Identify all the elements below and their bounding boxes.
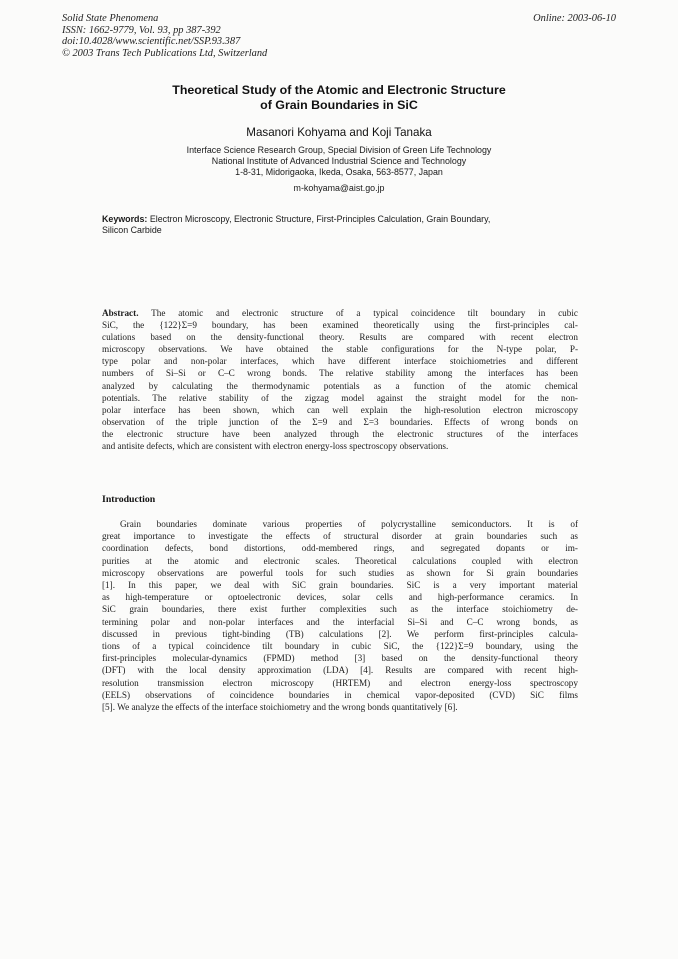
intro-line: resolution transmission electron microscopy (HRTEM) and electron energy-loss spectroscopy bbox=[102, 677, 578, 688]
intro-line: coordination defects, bond distortions, odd-membered rings, and segregated dopants or im- bbox=[102, 543, 578, 554]
intro-line: tions of a typical coincidence tilt boundary in cubic SiC, the {122}Σ=9 boundary, using the bbox=[102, 641, 578, 652]
intro-line: great importance to investigate the effects of structural disorder at grain boundaries such as bbox=[102, 531, 578, 542]
copyright-line: © 2003 Trans Tech Publications Ltd, Switzerland bbox=[62, 47, 268, 59]
abstract-line: potentials. The relative stability of the zigzag model against the straight model for the non- bbox=[102, 392, 578, 403]
title-line: Theoretical Study of the Atomic and Electronic Structure bbox=[172, 83, 506, 97]
intro-line: [1]. In this paper, we deal with SiC grain boundaries. SiC is a very important material bbox=[102, 580, 578, 591]
journal-name: Solid State Phenomena bbox=[62, 13, 159, 24]
section-heading-introduction: Introduction bbox=[102, 494, 156, 505]
keywords bbox=[102, 214, 578, 237]
paper-title bbox=[100, 83, 578, 112]
intro-line: discussed in previous tight-binding (TB) calculations [2]. We perform first-principles calcula- bbox=[102, 628, 578, 639]
title-line: of Grain Boundaries in SiC bbox=[260, 97, 418, 112]
intro-line: purities at the atomic and electronic scales. Theoretical calculations coupled with electron bbox=[102, 555, 578, 566]
journal-header bbox=[62, 13, 442, 59]
doi-line: doi:10.4028/www.scientific.net/SSP.93.387 bbox=[62, 36, 241, 48]
intro-line: (DFT) with the local density approximation (LDA) [4]. Results are compared with recent high- bbox=[102, 665, 578, 676]
introduction-body bbox=[102, 518, 578, 713]
abstract-line: analyzed by calculating the thermodynamic potentials as a function of the atomic chemical bbox=[102, 380, 578, 391]
abstract-line: SiC, the {122}Σ=9 boundary, has been examined theoretically using the first-principles cal- bbox=[102, 320, 578, 331]
issn-line: ISSN: 1662-9779, Vol. 93, pp 387-392 bbox=[62, 24, 221, 36]
abstract-line: observation of the triple junction of the Σ=9 and Σ=3 boundaries. Effects of wrong bonds on bbox=[102, 416, 578, 427]
authors: Masanori Kohyama and Koji Tanaka bbox=[246, 126, 432, 139]
keywords-text: Electron Microscopy, Electronic Structure, First-Principles Calculation, Grain Boundary, bbox=[149, 214, 491, 224]
intro-line: microscopy observations are powerful tools for such studies as shown for Si grain boundaries bbox=[102, 567, 578, 578]
intro-line: termining polar and non-polar interfaces and the interfacial Si–Si and C–C wrong bonds, as bbox=[102, 616, 578, 627]
abstract-line: type polar and non-polar interfaces, which have different interface stoichiometries and different bbox=[102, 356, 578, 367]
intro-line: first-principles molecular-dynamics (FPMD) method [3] based on the density-functional theory bbox=[102, 653, 578, 664]
affiliation-line: 1-8-31, Midorigaoka, Ikeda, Osaka, 563-8577, Japan bbox=[235, 167, 443, 178]
abstract-line: polar interface has been shown, which can well explain the high-resolution electron microscopy bbox=[102, 404, 578, 415]
affiliation bbox=[100, 145, 578, 194]
abstract-line: microscopy observations. We have obtained the stable configurations for the N-type polar, P- bbox=[102, 344, 578, 355]
email: m-kohyama@aist.go.jp bbox=[293, 182, 385, 193]
abstract bbox=[102, 307, 578, 452]
affiliation-line: Interface Science Research Group, Special Division of Green Life Technology bbox=[186, 145, 492, 155]
online-date: Online: 2003-06-10 bbox=[533, 13, 616, 24]
abstract-line bbox=[102, 307, 578, 319]
abstract-line: the electronic structure have been analyzed through the electronic structures of the interfaces bbox=[102, 428, 578, 439]
abstract-line: culations based on the density-functional theory. Results are compared with recent electron bbox=[102, 332, 578, 343]
abstract-label: Abstract. bbox=[102, 308, 139, 318]
keywords-label: Keywords: bbox=[102, 214, 148, 224]
affiliation-line: National Institute of Advanced Industrial Science and Technology bbox=[211, 156, 467, 167]
intro-line: SiC grain boundaries, there exist further complexities such as the interface stoichiometry de- bbox=[102, 604, 578, 615]
abstract-text: The atomic and electronic structure of a typical coincidence tilt boundary in cubic bbox=[151, 308, 578, 318]
intro-line: Grain boundaries dominate various properties of polycrystalline semiconductors. It is of bbox=[120, 519, 578, 529]
intro-line: [5]. We analyze the effects of the interface stoichiometry and the wrong bonds quantitatively [6]. bbox=[102, 702, 458, 713]
keywords-text: Silicon Carbide bbox=[102, 225, 162, 236]
intro-line: as high-temperature or optoelectronic devices, solar cells and high-performance ceramics. In bbox=[102, 592, 578, 603]
abstract-line: and antisite defects, which are consistent with electron energy-loss spectroscopy observations. bbox=[102, 441, 449, 452]
abstract-line: numbers of Si–Si or C–C wrong bonds. The relative stability among the interfaces has been bbox=[102, 368, 578, 379]
intro-line: (EELS) observations of coincidence boundaries in chemical vapor-deposited (CVD) SiC films bbox=[102, 689, 578, 700]
